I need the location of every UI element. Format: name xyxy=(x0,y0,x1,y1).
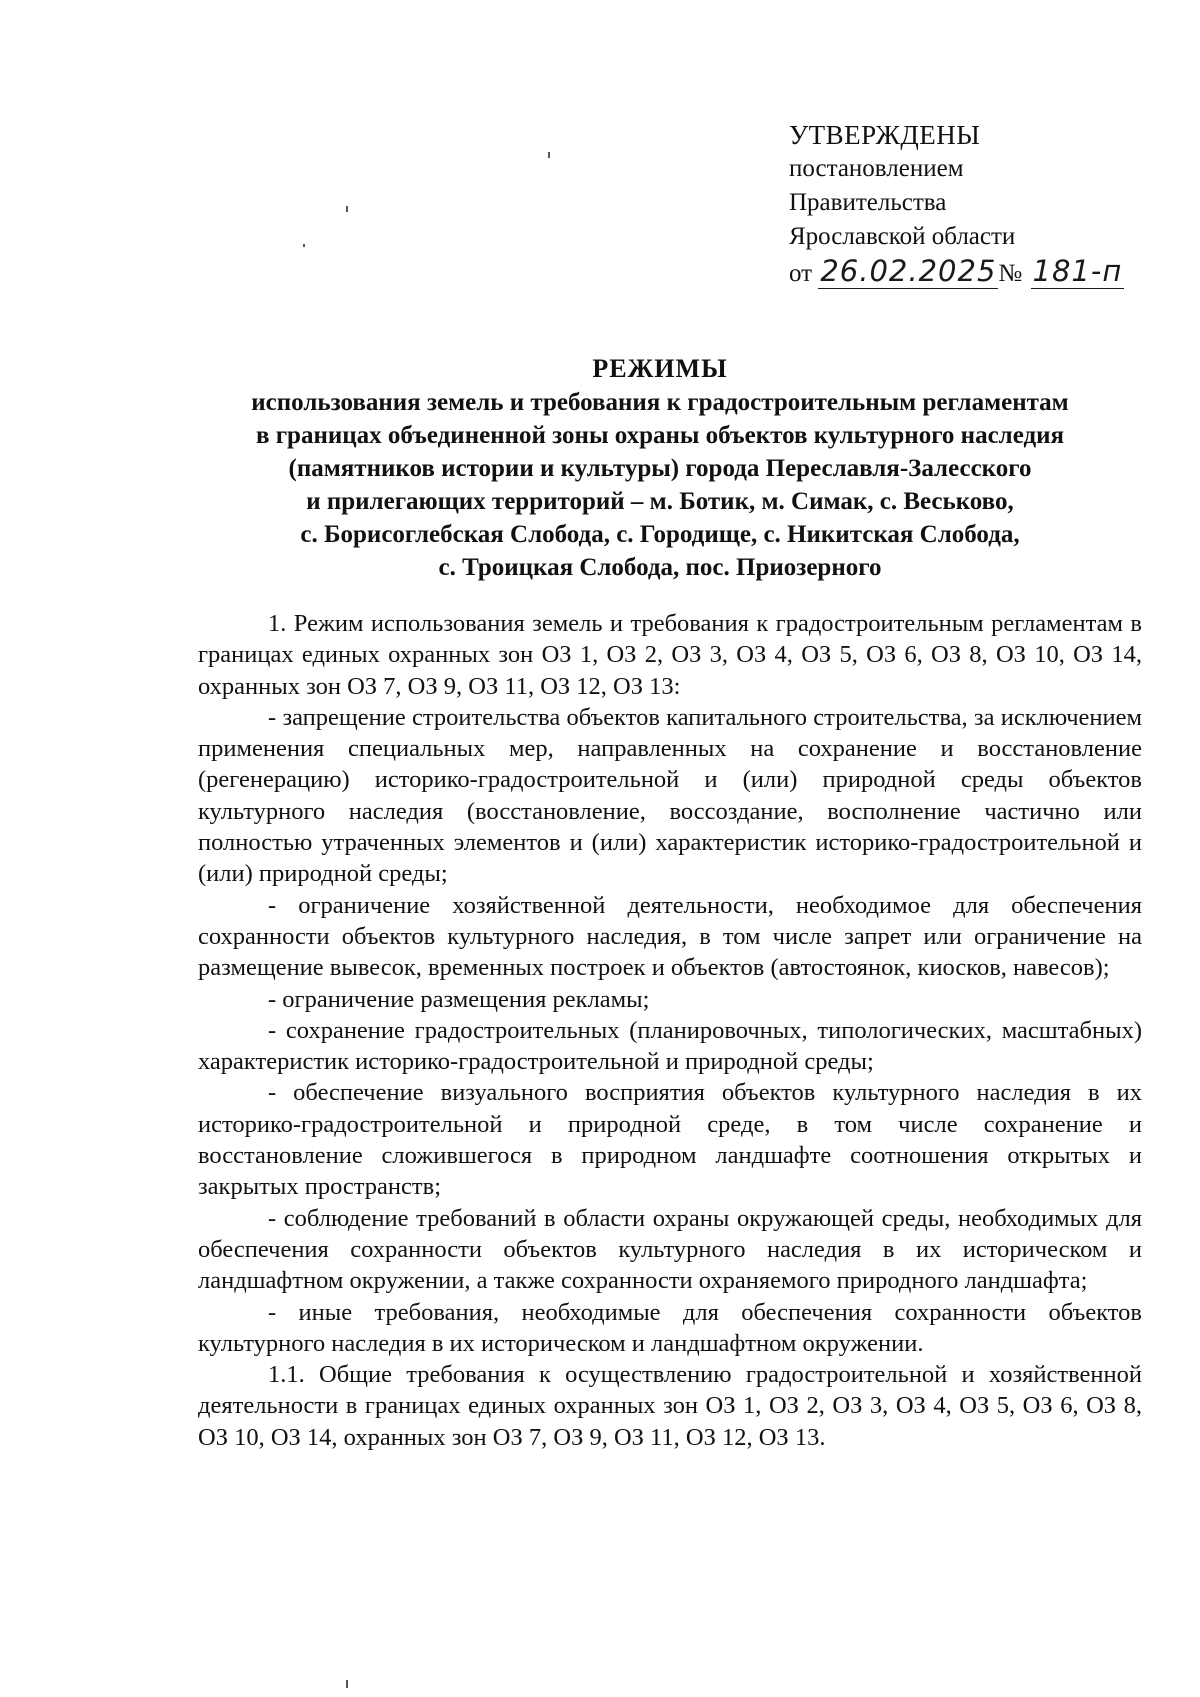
date-prefix: от xyxy=(789,260,813,287)
handwritten-number: 181-п xyxy=(1032,254,1123,288)
scan-speck xyxy=(346,206,348,212)
paragraph-item: - иные требования, необходимые для обеспечения сохранности объектов культурного наследия в их историческом и ландшафтном окружении. xyxy=(198,1298,1142,1357)
paragraph-section-1: 1. Режим использования земель и требования к градостроительным регламентам в границах единых охранных зон ОЗ 1, ОЗ 2, ОЗ 3, ОЗ 4, ОЗ 5, ОЗ 6, ОЗ 8, ОЗ 10, ОЗ 14, охранных зон ОЗ 7, ОЗ 9, ОЗ 11, ОЗ 12, ОЗ 13: xyxy=(198,610,1142,700)
approval-line: Ярославской области xyxy=(789,223,1016,250)
paragraph-item: - обеспечение визуального восприятия объектов культурного наследия в их историко-градостроительной и природной среде, в том числе сохранение и восстановление сложившегося в природном ландшафте соотношения открытых и закрытых пространств; xyxy=(198,1079,1142,1201)
paragraph-section-1-1: 1.1. Общие требования к осуществлению градостроительной и хозяйственной деятельности в границах единых охранных зон ОЗ 1, ОЗ 2, ОЗ 3, ОЗ 4, ОЗ 5, ОЗ 6, ОЗ 8, ОЗ 10, ОЗ 14, охранных зон ОЗ 7, ОЗ 9, ОЗ 11, ОЗ 12, ОЗ 13. xyxy=(198,1361,1142,1451)
title-main: РЕЖИМЫ xyxy=(592,354,728,383)
title-line: использования земель и требования к градостроительным регламентам xyxy=(251,389,1069,416)
paragraph-item: - ограничение размещения рекламы; xyxy=(268,985,650,1013)
approval-date-line xyxy=(789,254,1169,291)
approval-block xyxy=(789,118,1169,291)
number-prefix: № xyxy=(998,260,1023,287)
title-line: с. Троицкая Слобода, пос. Приозерного xyxy=(438,554,882,581)
title-line: с. Борисоглебская Слобода, с. Городище, с. Никитская Слобода, xyxy=(300,521,1020,548)
document-body xyxy=(198,608,1142,1453)
paragraph-item: - ограничение хозяйственной деятельности, необходимое для обеспечения сохранности объектов культурного наследия, в том числе запрет или ограничение на размещение вывесок, временных построек и объектов (автостоянок, киосков, навесов); xyxy=(198,891,1142,982)
title-line: в границах объединенной зоны охраны объектов культурного наследия xyxy=(255,422,1065,449)
approval-line: Правительства xyxy=(789,189,947,216)
title-line: (памятников истории и культуры) города Переславля-Залесского xyxy=(288,455,1032,482)
scan-speck xyxy=(548,152,550,158)
handwritten-date: 26.02.2025 xyxy=(820,254,997,288)
document-title xyxy=(190,352,1130,584)
title-line: и прилегающих территорий – м. Ботик, м. Симак, с. Веськово, xyxy=(306,488,1014,515)
scan-speck xyxy=(346,1680,348,1688)
paragraph-item: - сохранение градостроительных (планировочных, типологических, масштабных) характеристик историко-градостроительной и природной среды; xyxy=(198,1016,1142,1076)
scan-speck xyxy=(303,244,305,247)
approval-heading: УТВЕРЖДЕНЫ xyxy=(789,120,981,150)
paragraph-item: - соблюдение требований в области охраны окружающей среды, необходимых для обеспечения сохранности объектов культурного наследия в их историческом и ландшафтном окружении, а также сохранности охраняемого природного ландшафта; xyxy=(198,1204,1142,1295)
paragraph-item: - запрещение строительства объектов капитального строительства, за исключением применения специальных мер, направленных на сохранение и восстановление (регенерацию) историко-градостроительной и (или) природной среды объектов культурного наследия (восстановление, воссоздание, восполнение частично или полностью утраченных элементов и (или) характеристик историко-градостроительной и (или) природной среды; xyxy=(198,703,1142,888)
approval-line: постановлением xyxy=(789,155,964,182)
